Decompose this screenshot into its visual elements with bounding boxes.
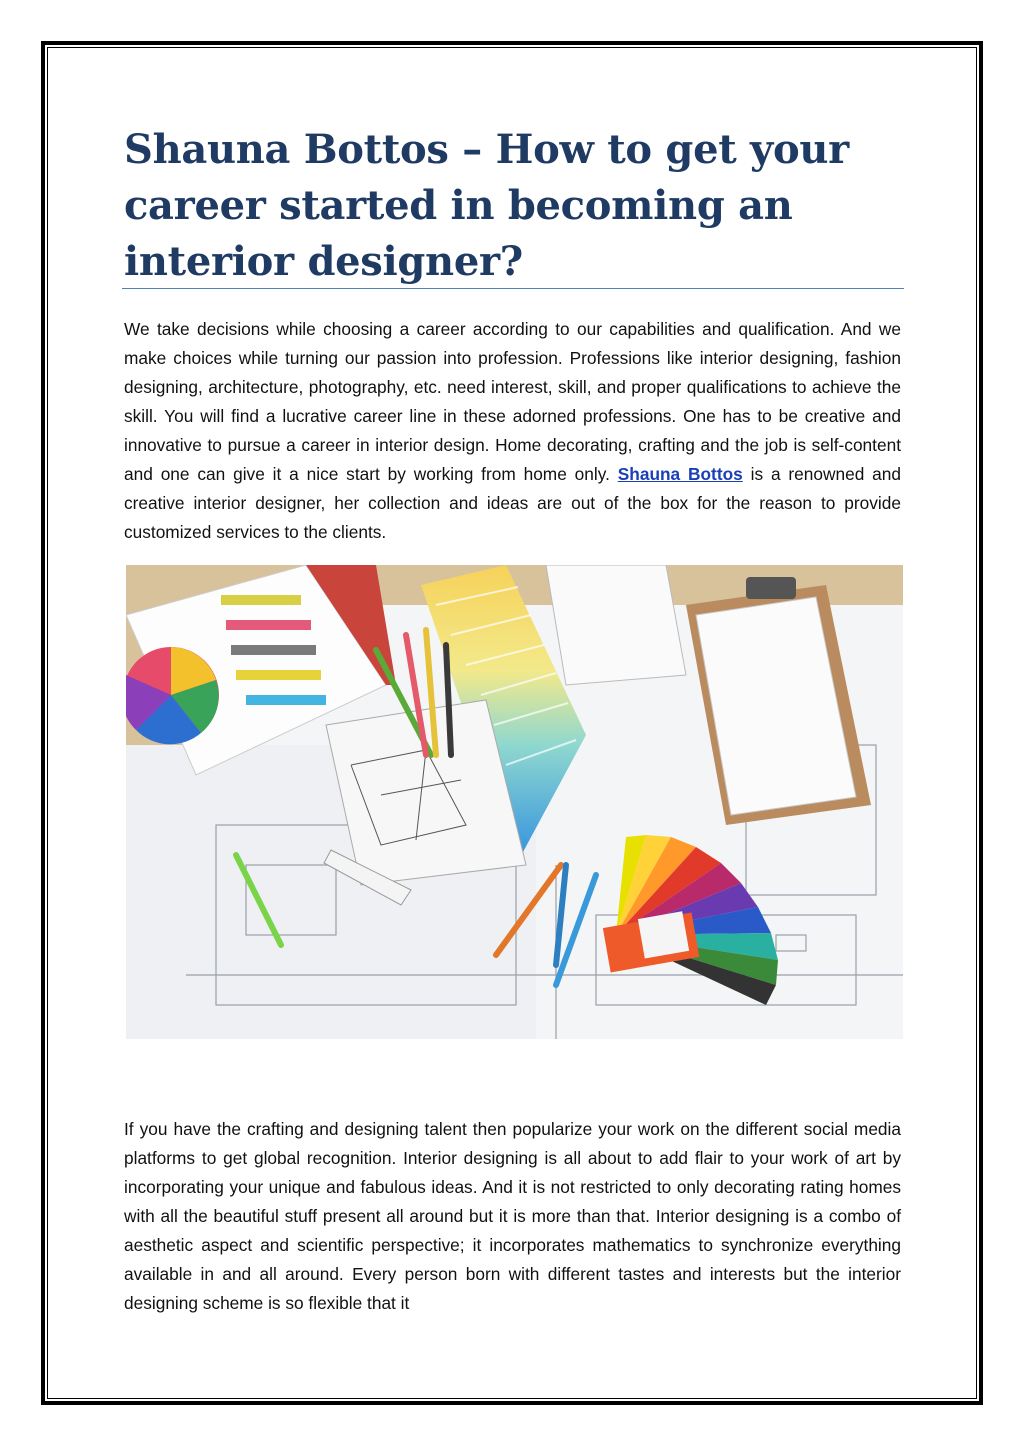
- intro-text-start: We take decisions while choosing a career according to our capabilities and qualification. And we make choices while turning our passion into profession. Professions like interior designing, fashion designing, architecture, photography, etc. need interest, skill, and proper qualifications to achieve the skill. You will find a lucrative career line in these adorned professions. One has to be creative and innovative to pursue a career in interior design. Home decorating, crafting and the job is self-content and one can give it a nice start by working from home only.: [124, 319, 901, 484]
- shauna-bottos-link[interactable]: Shauna Bottos: [617, 464, 743, 484]
- interior-design-desk-photo: [126, 565, 903, 1039]
- body-paragraph: If you have the crafting and designing talent then popularize your work on the different social media platforms to get global recognition. Interior designing is all about to add flair to your work of art by incorporating your unique and fabulous ideas. And it is not restricted to only decorating rating homes with all the beautiful stuff present all around but it is more than that. Interior designing is a combo of aesthetic aspect and scientific perspective; it incorporates mathematics to synchronize everything available in and all around. Every person born with different tastes and interests but the interior designing scheme is so flexible that it: [124, 1119, 901, 1313]
- article-title: Shauna Bottos – How to get your career started in becoming an interior designer?: [124, 126, 849, 285]
- title-divider: [122, 288, 904, 289]
- intro-paragraph: [124, 315, 901, 547]
- intro-text-end: is a renowned and creative interior designer, her collection and ideas are out of the box for the reason to provide customized services to the clients.: [124, 464, 902, 542]
